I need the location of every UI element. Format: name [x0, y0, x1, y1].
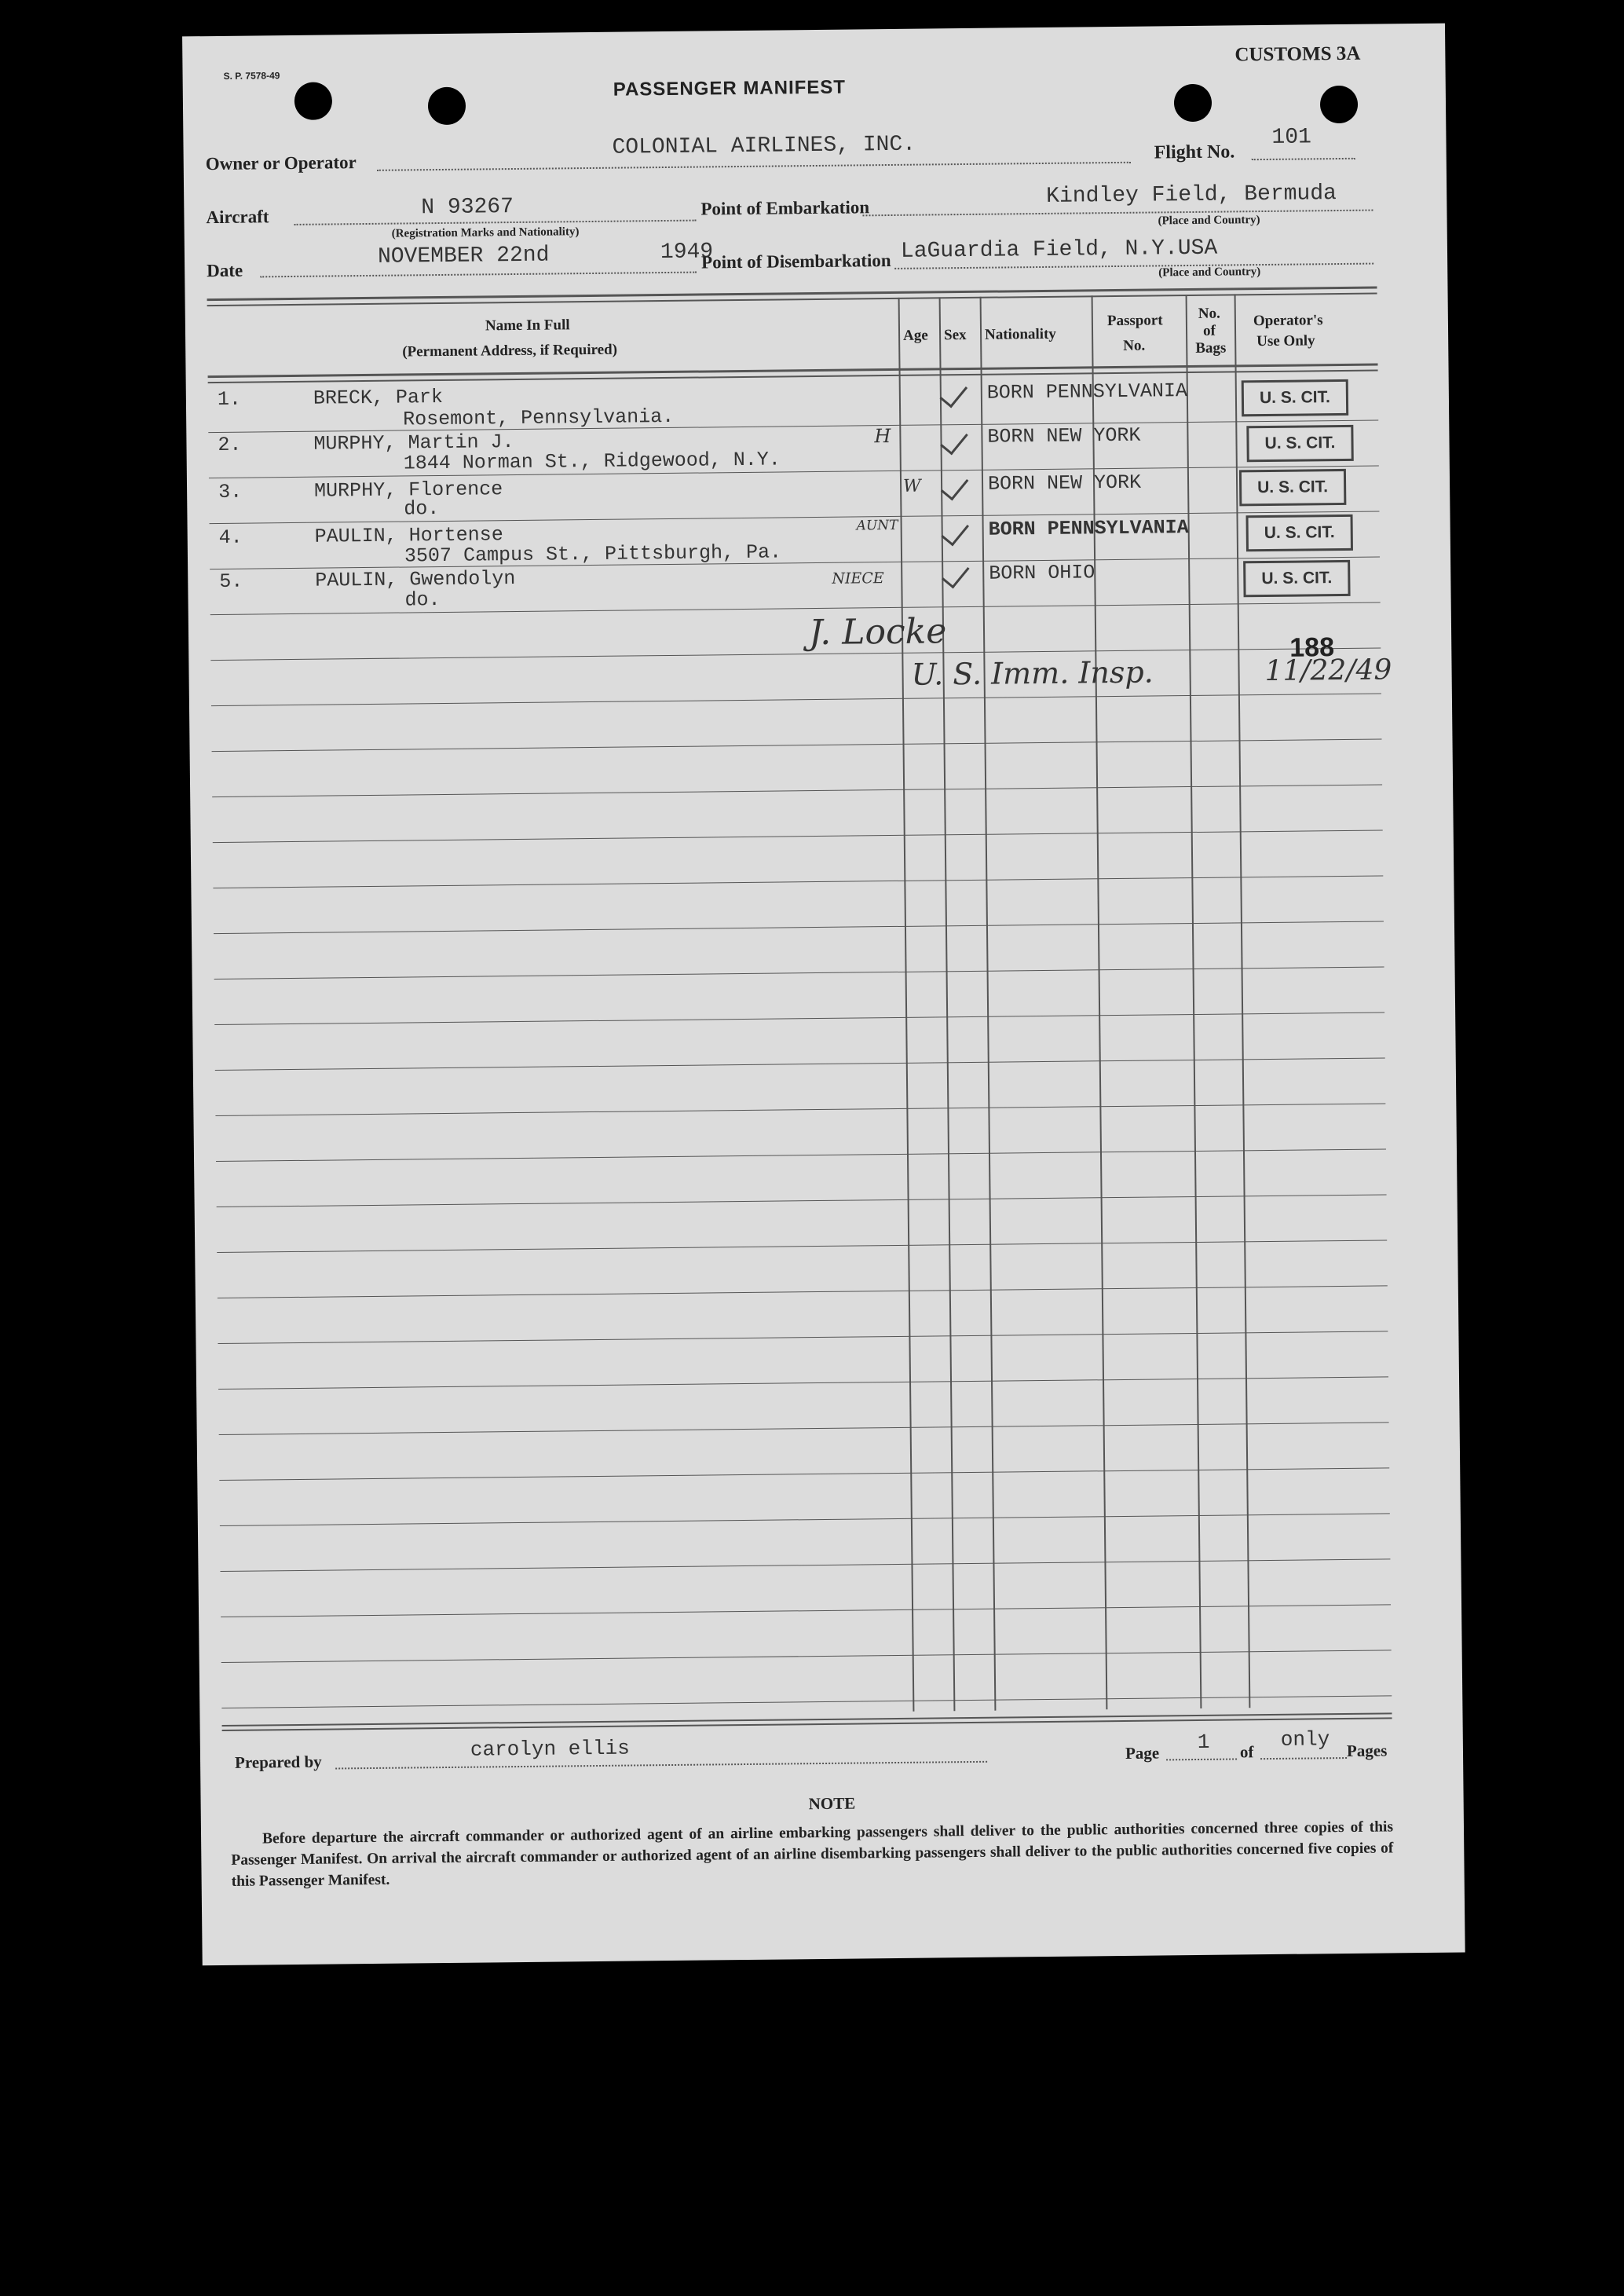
passenger-nationality: BORN NEW YORK	[987, 423, 1141, 449]
table-rule	[209, 465, 1379, 478]
header-name: Name In Full	[485, 317, 570, 335]
table-rule	[210, 511, 1380, 524]
flight-line	[1252, 158, 1355, 160]
passenger-name: MURPHY, Florence	[313, 478, 503, 503]
passenger-nationality: BORN OHIO	[989, 561, 1095, 585]
col-divider	[1234, 294, 1251, 1708]
page-line	[1166, 1758, 1237, 1760]
header-operator-2: Use Only	[1256, 332, 1315, 350]
table-rule	[214, 1012, 1384, 1025]
note-text: Before departure the aircraft commander or authorized agent of an airline embarking passengers shall deliver to the public authorities concerned three copies of this Passenger Manifest. On arrival the aircraft commander or authorized agent of an airline disembarking passengers shall deliver to the public authorities concerned five copies of this Passenger Manifest.	[231, 1818, 1394, 1890]
form-number: S. P. 7578-49	[223, 70, 280, 82]
embark-label: Point of Embarkation	[700, 197, 870, 219]
table-rule	[210, 602, 1381, 615]
passenger-name: PAULIN, Hortense	[314, 523, 503, 548]
prepared-line	[335, 1761, 987, 1770]
header-passport-sub: No.	[1123, 337, 1146, 354]
disembark-label: Point of Disembarkation	[700, 250, 891, 273]
sex-checkmark	[940, 426, 968, 456]
table-rule	[210, 556, 1380, 569]
col-divider	[980, 297, 997, 1711]
owner-line	[377, 162, 1131, 171]
passenger-name: BRECK, Park	[313, 385, 444, 410]
table-rule	[217, 1240, 1387, 1253]
col-divider	[1186, 295, 1202, 1708]
table-rule	[221, 1558, 1391, 1572]
header-passport: Passport	[1106, 312, 1163, 330]
passenger-nationality: BORN PENNSYLVANIA	[988, 516, 1189, 541]
table-rule	[219, 1467, 1389, 1481]
table-rule	[213, 875, 1383, 888]
stamp-number: 188	[1289, 632, 1335, 663]
pages-label: Pages	[1346, 1741, 1388, 1761]
col-divider	[939, 297, 956, 1711]
citizen-stamp: U. S. CIT.	[1246, 425, 1353, 462]
punch-hole	[428, 87, 466, 126]
passenger-name: MURPHY, Martin J.	[313, 430, 514, 456]
table-rule	[221, 1650, 1392, 1663]
relation-note: H	[874, 424, 891, 448]
note-title: NOTE	[808, 1793, 856, 1814]
date-value: NOVEMBER 22nd	[377, 243, 550, 269]
table-rule	[210, 647, 1381, 661]
flight-label: Flight No.	[1154, 141, 1235, 163]
passenger-address: 3507 Campus St., Pittsburgh, Pa.	[404, 540, 782, 568]
sex-checkmark	[942, 559, 970, 589]
passenger-address: do.	[404, 497, 440, 521]
col-divider	[1092, 295, 1108, 1709]
relation-note: W	[902, 476, 921, 496]
date-label: Date	[207, 260, 243, 281]
header-operator-1: Operator's	[1253, 312, 1323, 330]
table-rule	[213, 829, 1383, 843]
passenger-nationality: BORN PENNSYLVANIA	[986, 379, 1188, 405]
owner-label: Owner or Operator	[205, 152, 357, 174]
table-rule	[217, 1194, 1387, 1207]
flight-value: 101	[1271, 125, 1312, 150]
header-bags-3: Bags	[1195, 339, 1227, 357]
passenger-nationality: BORN NEW YORK	[987, 471, 1142, 496]
col-divider	[898, 298, 915, 1712]
aircraft-sub: (Registration Marks and Nationality)	[391, 225, 580, 240]
row-number: 2.	[218, 433, 242, 456]
table-rule	[216, 1148, 1386, 1162]
sex-checkmark	[940, 379, 968, 408]
table-rule	[220, 1513, 1390, 1526]
row-number: 1.	[217, 387, 242, 411]
sex-checkmark	[941, 471, 969, 501]
total-line	[1260, 1757, 1347, 1760]
table-rule	[214, 921, 1384, 934]
header-bags-1: No.	[1198, 305, 1220, 322]
table-rule	[215, 1103, 1385, 1116]
table-rule	[214, 966, 1384, 980]
of-label: of	[1239, 1742, 1254, 1762]
sex-checkmark	[941, 517, 969, 547]
citizen-stamp: U. S. CIT.	[1243, 560, 1350, 597]
page-value: 1	[1197, 1730, 1210, 1754]
passenger-address: Rosemont, Pennsylvania.	[403, 405, 675, 431]
row-number: 4.	[218, 525, 243, 549]
date-line	[260, 272, 697, 278]
total-value: only	[1280, 1727, 1330, 1752]
ruled-lines	[182, 24, 1445, 37]
table-rule	[221, 1604, 1391, 1617]
table-rule	[219, 1422, 1389, 1435]
disembark-line	[894, 263, 1373, 269]
table-rule	[215, 1057, 1385, 1071]
row-number: 5.	[219, 569, 243, 593]
passenger-address: 1844 Norman St., Ridgewood, N.Y.	[403, 448, 781, 475]
citizen-stamp: U. S. CIT.	[1239, 469, 1346, 506]
page-label: Page	[1125, 1743, 1160, 1763]
page-title: PASSENGER MANIFEST	[613, 76, 847, 101]
year-value: 1949	[660, 240, 714, 265]
punch-hole	[1320, 86, 1359, 124]
disembark-sub: (Place and Country)	[1158, 265, 1261, 280]
passenger-name: PAULIN, Gwendolyn	[315, 567, 516, 592]
table-rule	[218, 1285, 1388, 1298]
aircraft-value: N 93267	[421, 195, 514, 221]
inspector-title: U. S. Imm. Insp.	[911, 654, 1154, 692]
header-nationality: Nationality	[984, 325, 1056, 343]
table-rule	[212, 784, 1382, 797]
punch-hole	[1174, 84, 1213, 123]
header-bags-2: of	[1202, 322, 1216, 339]
relation-note: AUNT	[856, 517, 898, 534]
table-rule	[212, 738, 1382, 752]
table-rule	[218, 1331, 1388, 1344]
table-rule	[218, 1376, 1388, 1390]
row-number: 3.	[218, 480, 243, 504]
table-rule	[221, 1695, 1392, 1708]
embark-sub: (Place and Country)	[1158, 214, 1260, 228]
header-sex: Sex	[943, 326, 967, 344]
header-age: Age	[902, 327, 928, 344]
embark-value: Kindley Field, Bermuda	[1046, 181, 1337, 209]
customs-label: CUSTOMS 3A	[1234, 42, 1361, 66]
punch-hole	[294, 82, 333, 120]
relation-note: NIECE	[832, 569, 884, 588]
table-rule	[211, 693, 1381, 706]
inspection-date: 11/22/49	[1264, 654, 1392, 688]
aircraft-line	[294, 220, 697, 225]
aircraft-label: Aircraft	[206, 207, 269, 228]
manifest-sheet	[182, 24, 1465, 1966]
prepared-label: Prepared by	[234, 1752, 322, 1772]
embark-line	[862, 210, 1373, 217]
passenger-address: do.	[404, 588, 441, 612]
citizen-stamp: U. S. CIT.	[1242, 379, 1348, 416]
owner-value: COLONIAL AIRLINES, INC.	[612, 132, 916, 160]
citizen-stamp: U. S. CIT.	[1246, 514, 1353, 551]
disembark-value: LaGuardia Field, N.Y.USA	[900, 236, 1218, 264]
table-rule	[208, 419, 1378, 433]
header-name-sub: (Permanent Address, if Required)	[402, 341, 618, 361]
inspector-signature: J. Locke	[808, 611, 947, 654]
prepared-value: carolyn ellis	[470, 1736, 630, 1762]
